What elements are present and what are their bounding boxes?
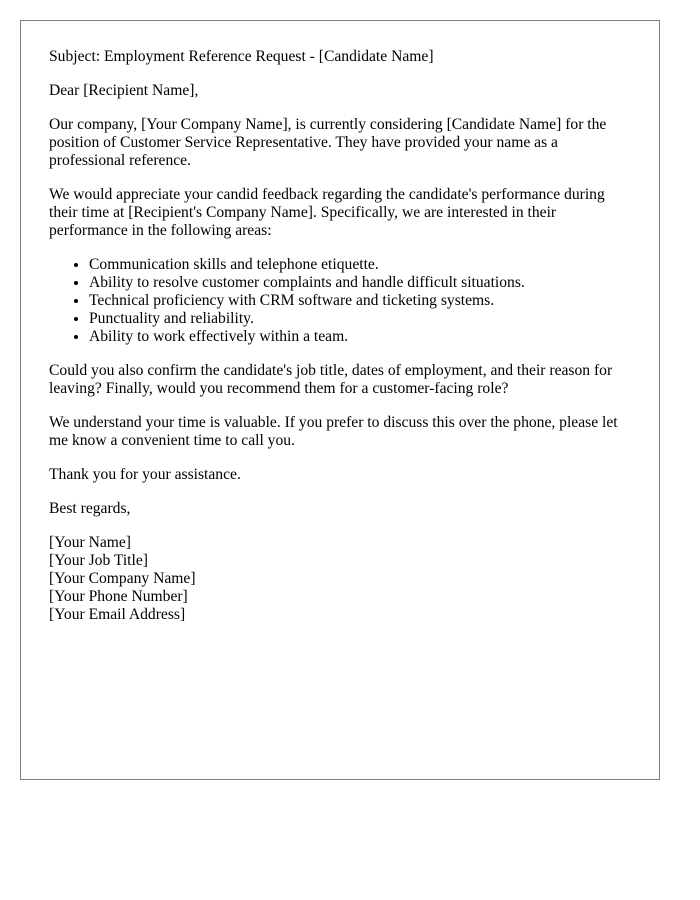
phone-note-paragraph: We understand your time is valuable. If you prefer to discuss this over the phone, please let me know a convenient time to call you. bbox=[49, 414, 618, 449]
confirm-paragraph: Could you also confirm the candidate's job title, dates of employment, and their reason for leaving? Finally, would you recommend them for a customer-facing role? bbox=[49, 362, 613, 397]
intro-paragraph: Our company, [Your Company Name], is currently considering [Candidate Name] for the position of Customer Service Representative. They have provided your name as a professional reference. bbox=[49, 116, 607, 169]
greeting: Dear [Recipient Name], bbox=[49, 82, 199, 99]
signature-block bbox=[49, 534, 631, 624]
subject-line: Subject: Employment Reference Request - [Candidate Name] bbox=[49, 48, 434, 65]
thanks-line: Thank you for your assistance. bbox=[49, 466, 241, 483]
signature-job-title: [Your Job Title] bbox=[49, 552, 148, 569]
list-item: • Technical proficiency with CRM software and ticketing systems. bbox=[89, 292, 631, 310]
signature-phone: [Your Phone Number] bbox=[49, 588, 188, 605]
list-item: • Ability to resolve customer complaints and handle difficult situations. bbox=[89, 274, 631, 292]
list-item: • Communication skills and telephone etiquette. bbox=[89, 256, 631, 274]
list-item: • Ability to work effectively within a team. bbox=[89, 328, 631, 346]
closing-line: Best regards, bbox=[49, 500, 131, 517]
reference-letter bbox=[20, 20, 660, 780]
request-paragraph: We would appreciate your candid feedback regarding the candidate's performance during their time at [Recipient's Company Name]. Specifically, we are interested in their performance in the following areas: bbox=[49, 186, 605, 239]
signature-name: [Your Name] bbox=[49, 534, 132, 551]
signature-email: [Your Email Address] bbox=[49, 606, 186, 623]
performance-areas-list bbox=[49, 256, 631, 346]
list-item: • Punctuality and reliability. bbox=[89, 310, 631, 328]
signature-company: [Your Company Name] bbox=[49, 570, 196, 587]
